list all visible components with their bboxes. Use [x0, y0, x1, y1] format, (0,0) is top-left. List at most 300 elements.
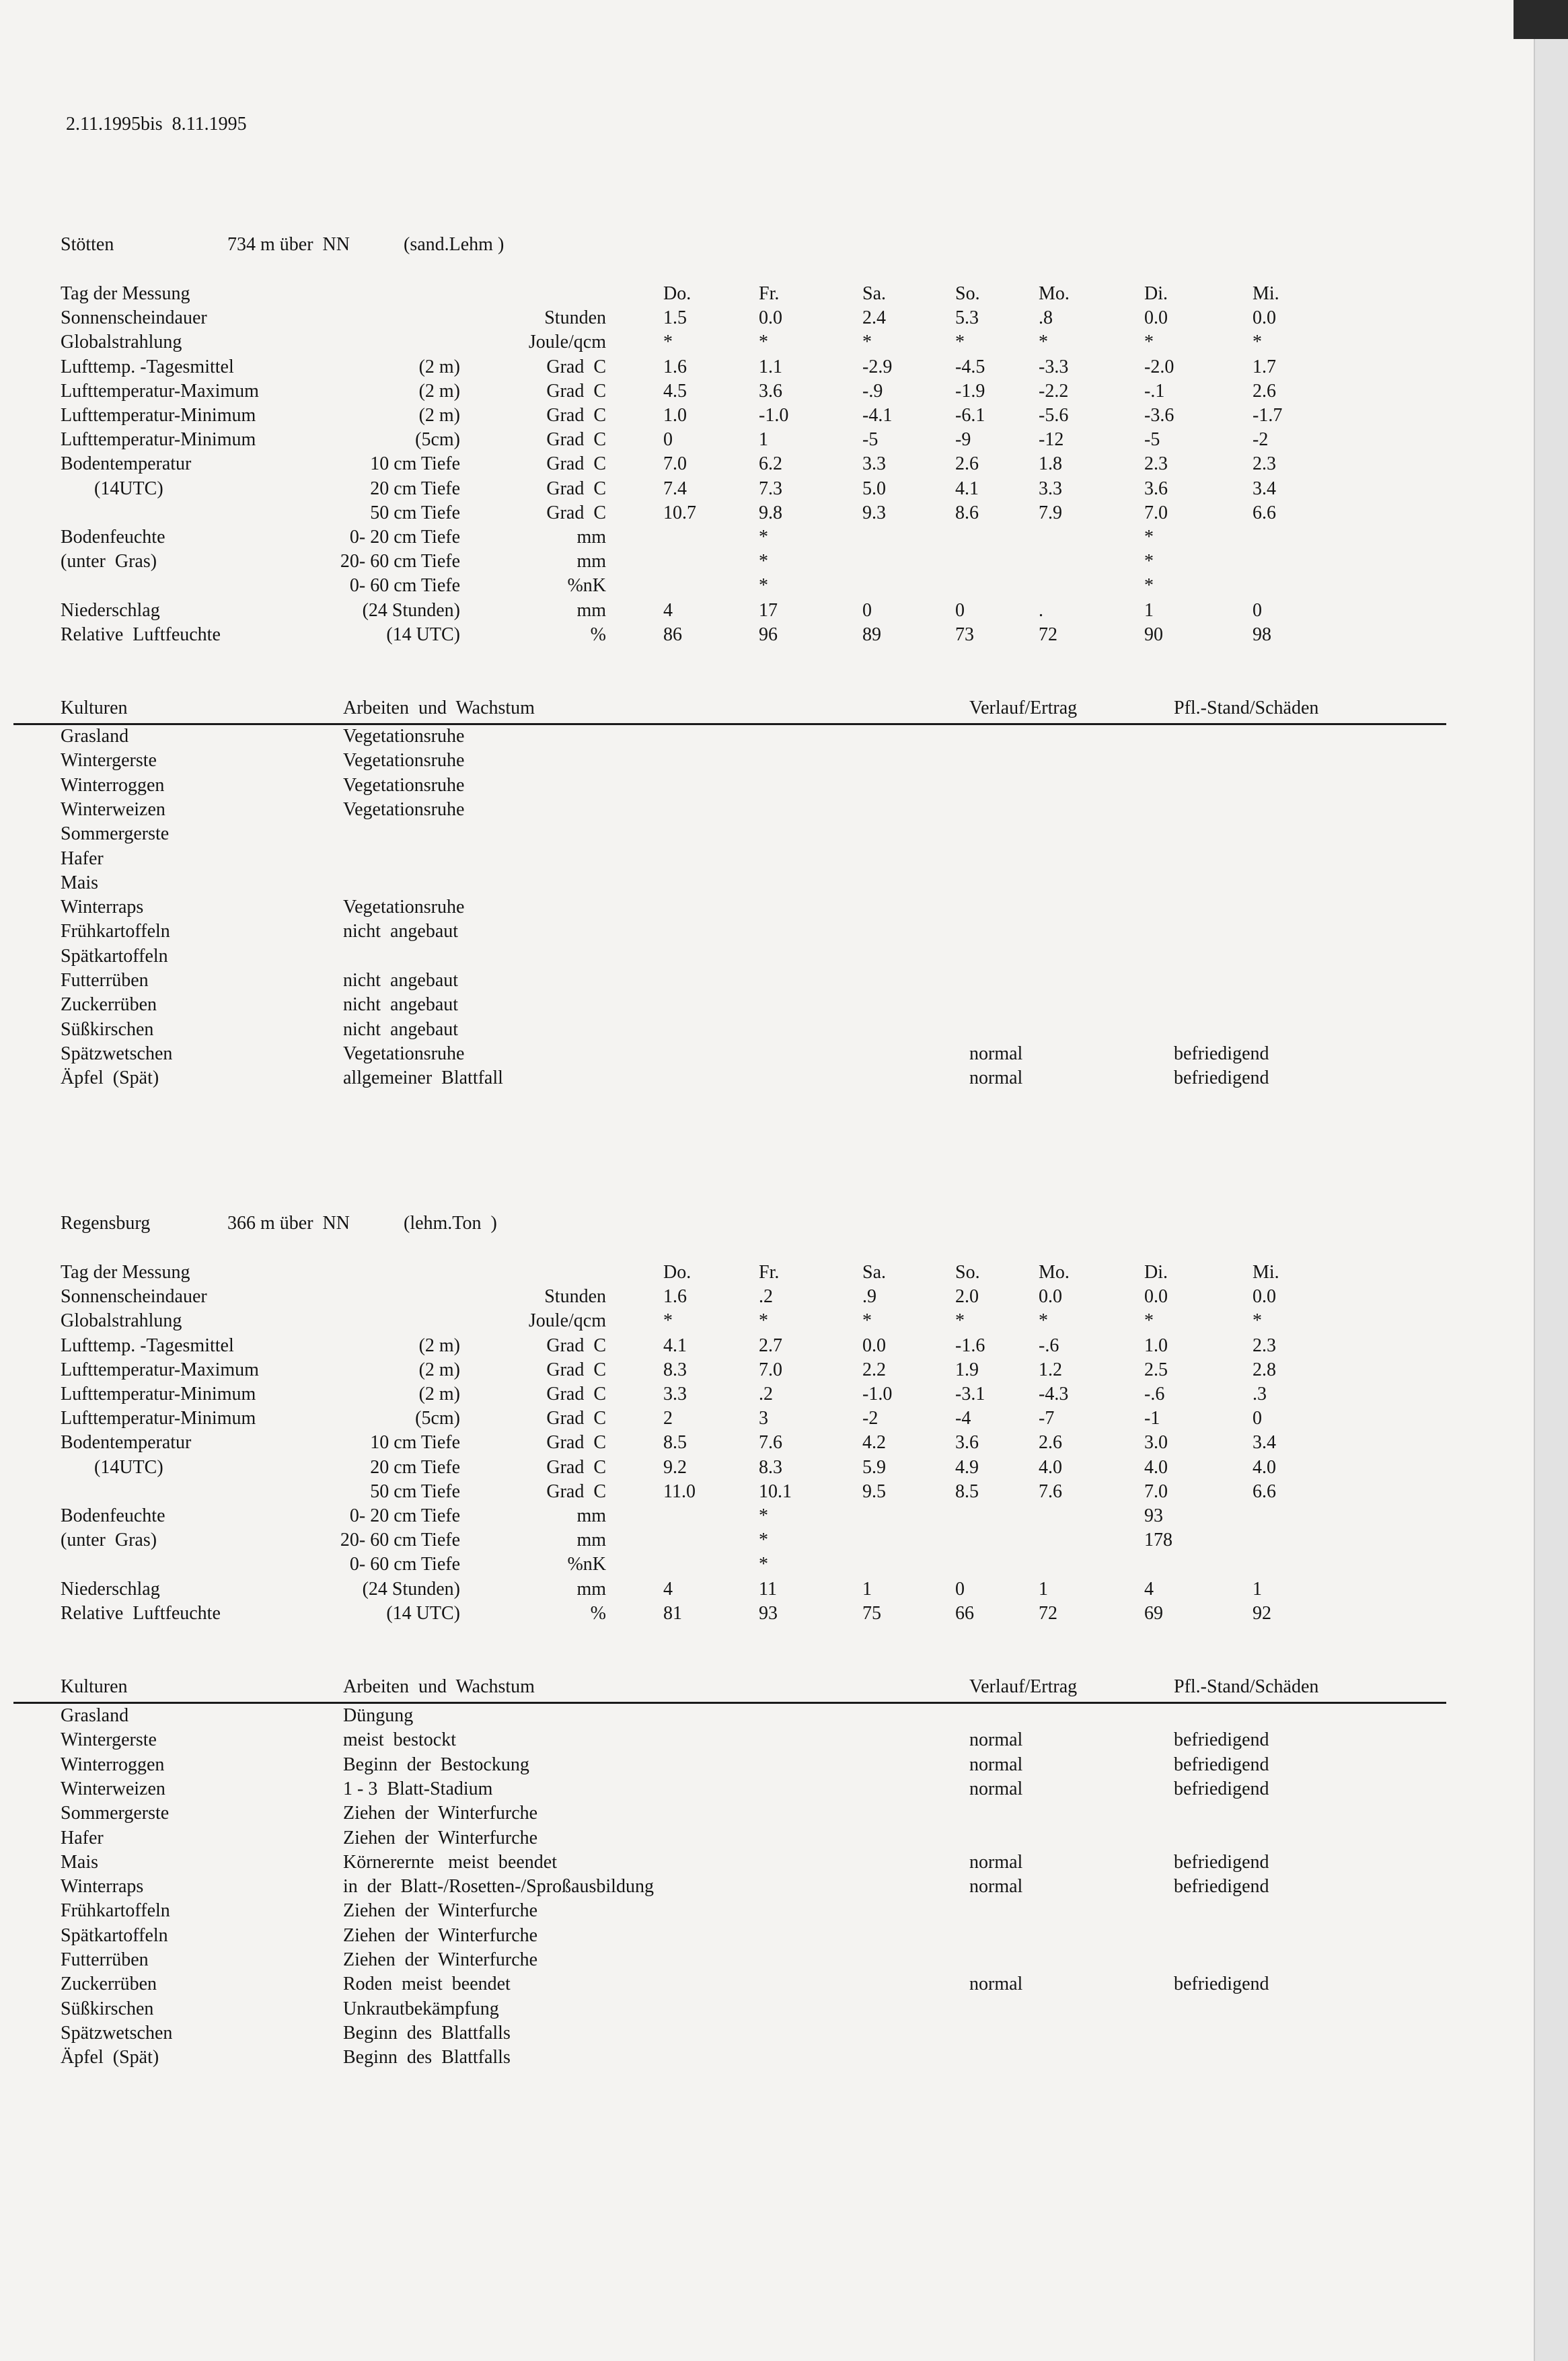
- crop-name: Spätzwetschen: [61, 1043, 173, 1064]
- measurement-unit: %: [590, 624, 606, 645]
- measurement-unit: Stunden: [544, 307, 606, 329]
- measurement-value: 6.6: [1253, 502, 1276, 523]
- measurement-label: Lufttemperatur-Minimum: [61, 429, 256, 451]
- measurement-value: 1: [759, 429, 768, 451]
- scan-corner: [1514, 0, 1568, 39]
- measurement-value: -.6: [1144, 1384, 1165, 1404]
- station-name: Regensburg: [61, 1213, 151, 1234]
- measurement-value: 7.0: [1144, 1481, 1168, 1502]
- measurement-qualifier: 20- 60 cm Tiefe: [340, 1530, 460, 1551]
- measurement-value: 4.9: [955, 1456, 979, 1478]
- crop-work: meist bestockt: [343, 1729, 456, 1751]
- measurement-value: 1.6: [663, 1286, 687, 1308]
- measurement-value: 7.3: [759, 478, 782, 499]
- measurement-value: 3.6: [1144, 478, 1168, 499]
- measurement-unit: Grad C: [546, 453, 606, 475]
- measurement-value: *: [1144, 527, 1154, 548]
- measurement-value: 7.4: [663, 478, 687, 499]
- crop-name: Mais: [61, 872, 98, 893]
- crop-work: Körnerernte meist beendet: [343, 1851, 557, 1873]
- measurement-value: 4.0: [1253, 1456, 1276, 1478]
- crop-stand: befriedigend: [1174, 1067, 1269, 1089]
- measurement-value: -5: [1144, 429, 1160, 451]
- day-header: Mi.: [1253, 283, 1279, 304]
- measurement-value: 1.2: [1039, 1359, 1062, 1380]
- crop-stand: befriedigend: [1174, 1754, 1269, 1775]
- measurement-value: 3.3: [1039, 478, 1062, 499]
- measurement-value: .8: [1039, 307, 1053, 329]
- crop-stand: befriedigend: [1174, 1778, 1269, 1799]
- measurement-unit: Grad C: [546, 380, 606, 402]
- crop-work: Beginn des Blattfalls: [343, 2047, 511, 2068]
- measurement-value: 93: [1144, 1505, 1163, 1526]
- crop-name: Süßkirschen: [61, 1998, 154, 2019]
- measurement-value: -1.0: [862, 1384, 893, 1404]
- crop-work: Beginn der Bestockung: [343, 1754, 529, 1775]
- measurement-label: (14UTC): [94, 478, 163, 499]
- measurement-value: -5.6: [1039, 405, 1069, 426]
- measurement-value: 2.6: [955, 453, 979, 475]
- day-header: So.: [955, 283, 980, 304]
- measurement-value: 0: [955, 1578, 965, 1600]
- measurement-unit: Joule/qcm: [528, 1310, 606, 1332]
- measurement-value: 1.5: [663, 307, 687, 329]
- measurement-qualifier: (2 m): [418, 405, 460, 426]
- measurement-value: 4: [1144, 1578, 1154, 1600]
- measurement-label: Niederschlag: [61, 599, 160, 621]
- crops-header-arbeiten: Arbeiten und Wachstum: [343, 1676, 535, 1697]
- measurement-value: .9: [862, 1286, 876, 1308]
- measurement-value: -1.9: [955, 380, 985, 402]
- crop-name: Futterrüben: [61, 970, 149, 991]
- measurement-value: *: [1253, 1310, 1262, 1332]
- measurement-value: 0.0: [1144, 1286, 1168, 1308]
- measurement-value: -1.0: [759, 405, 789, 426]
- scan-edge: [1535, 0, 1568, 2361]
- measurement-value: 11: [759, 1578, 777, 1600]
- measurement-value: *: [1144, 551, 1154, 572]
- measurement-value: 93: [759, 1602, 778, 1624]
- station-name: Stötten: [61, 234, 114, 255]
- measurement-qualifier: 20- 60 cm Tiefe: [340, 551, 460, 572]
- measurement-value: 5.0: [862, 478, 886, 499]
- measurement-unit: mm: [576, 599, 606, 621]
- crops-header-kulturen: Kulturen: [61, 1676, 128, 1697]
- measurement-qualifier: (2 m): [418, 380, 460, 402]
- measurement-value: 7.6: [1039, 1481, 1062, 1502]
- measurement-value: 178: [1144, 1530, 1172, 1551]
- measurement-unit: Grad C: [546, 1359, 606, 1380]
- measurement-value: 8.3: [663, 1359, 687, 1380]
- measurement-unit: Grad C: [546, 1335, 606, 1356]
- measurement-label: Lufttemp. -Tagesmittel: [61, 356, 234, 377]
- crop-name: Süßkirschen: [61, 1018, 154, 1040]
- crop-name: Zuckerrüben: [61, 994, 157, 1016]
- measurement-value: 1.9: [955, 1359, 979, 1380]
- crop-name: Futterrüben: [61, 1949, 149, 1970]
- crop-name: Frühkartoffeln: [61, 921, 170, 942]
- measurement-value: *: [663, 332, 673, 353]
- measurement-label: Lufttemperatur-Minimum: [61, 1384, 256, 1404]
- crop-name: Winterraps: [61, 1876, 144, 1898]
- measurement-value: .2: [759, 1384, 773, 1404]
- measurement-value: *: [759, 332, 768, 353]
- measurement-value: 10.1: [759, 1481, 792, 1502]
- measurement-value: 8.5: [663, 1432, 687, 1454]
- crops-header-rule: [13, 1702, 1446, 1704]
- measurement-value: *: [759, 1505, 768, 1526]
- crop-name: Sommergerste: [61, 1803, 170, 1824]
- measurement-value: 1.0: [1144, 1335, 1168, 1356]
- day-header: So.: [955, 1262, 980, 1283]
- crops-header-arbeiten: Arbeiten und Wachstum: [343, 698, 535, 718]
- measurement-qualifier: 10 cm Tiefe: [370, 1432, 460, 1454]
- measurement-value: 3.4: [1253, 478, 1276, 499]
- day-header: Do.: [663, 283, 692, 304]
- measurement-value: 0: [1253, 599, 1262, 621]
- period-header: 2.11.1995bis 8.11.1995: [66, 114, 247, 135]
- measurement-value: 0: [663, 429, 673, 451]
- crop-verlauf: normal: [969, 1754, 1023, 1775]
- measurement-qualifier: (24 Stunden): [362, 1578, 460, 1600]
- day-header: Mi.: [1253, 1262, 1279, 1283]
- crop-work: nicht angebaut: [343, 1018, 459, 1040]
- measurement-value: 2.0: [955, 1286, 979, 1308]
- crops-header-kulturen: Kulturen: [61, 698, 128, 718]
- measurement-value: -2.2: [1039, 380, 1069, 402]
- measurement-value: 4.2: [862, 1432, 886, 1454]
- measurement-value: .3: [1253, 1384, 1267, 1404]
- crop-verlauf: normal: [969, 1778, 1023, 1799]
- crop-name: Winterroggen: [61, 1754, 165, 1775]
- measurement-value: 1: [1039, 1578, 1048, 1600]
- measurement-value: 3.6: [955, 1432, 979, 1454]
- measurement-value: 7.0: [759, 1359, 782, 1380]
- measurement-unit: Grad C: [546, 1456, 606, 1478]
- measurement-value: 0: [862, 599, 872, 621]
- measurement-value: 86: [663, 624, 682, 645]
- measurement-value: 0.0: [1039, 1286, 1062, 1308]
- measurement-value: 1: [1144, 599, 1154, 621]
- measurement-value: 8.3: [759, 1456, 782, 1478]
- measurement-unit: Grad C: [546, 429, 606, 451]
- crop-name: Äpfel (Spät): [61, 2047, 159, 2068]
- measurement-value: 5.3: [955, 307, 979, 329]
- measurement-value: 4.0: [1039, 1456, 1062, 1478]
- measurement-value: 6.6: [1253, 1481, 1276, 1502]
- measurement-qualifier: (2 m): [418, 356, 460, 377]
- crop-work: Düngung: [343, 1705, 414, 1726]
- measurement-unit: mm: [576, 1578, 606, 1600]
- measurement-value: 6.2: [759, 453, 782, 475]
- measurement-label: Niederschlag: [61, 1578, 160, 1600]
- measurement-qualifier: (5cm): [415, 429, 460, 451]
- measurement-value: 2.3: [1253, 453, 1276, 475]
- crop-name: Frühkartoffeln: [61, 1900, 170, 1922]
- measurement-value: -5: [862, 429, 879, 451]
- measurement-value: -4.3: [1039, 1384, 1069, 1404]
- measurement-value: -.9: [862, 380, 883, 402]
- crop-work: Roden meist beendet: [343, 1974, 511, 1995]
- measurement-value: 89: [862, 624, 881, 645]
- crop-name: Äpfel (Spät): [61, 1067, 159, 1089]
- measurement-value: 3.6: [759, 380, 782, 402]
- crop-stand: befriedigend: [1174, 1876, 1269, 1898]
- measurement-value: 8.5: [955, 1481, 979, 1502]
- measurement-unit: Grad C: [546, 1384, 606, 1404]
- crop-work: Ziehen der Winterfurche: [343, 1803, 538, 1824]
- measurement-value: 66: [955, 1602, 974, 1624]
- measurement-label: Tag der Messung: [61, 1262, 190, 1283]
- measurement-value: 1: [862, 1578, 872, 1600]
- measurement-value: *: [1144, 1310, 1154, 1332]
- measurement-value: 2.6: [1039, 1432, 1062, 1454]
- crop-stand: befriedigend: [1174, 1729, 1269, 1751]
- measurement-unit: Grad C: [546, 1481, 606, 1502]
- measurement-value: 4: [663, 1578, 673, 1600]
- measurement-label: Bodentemperatur: [61, 453, 192, 475]
- crop-verlauf: normal: [969, 1043, 1023, 1064]
- measurement-value: 10.7: [663, 502, 696, 523]
- crop-stand: befriedigend: [1174, 1851, 1269, 1873]
- measurement-value: 1.0: [663, 405, 687, 426]
- measurement-value: -3.1: [955, 1384, 985, 1404]
- measurement-value: 7.0: [663, 453, 687, 475]
- measurement-value: 0.0: [1144, 307, 1168, 329]
- measurement-value: *: [862, 332, 872, 353]
- crop-work: Vegetationsruhe: [343, 798, 465, 820]
- crop-name: Wintergerste: [61, 1729, 157, 1751]
- measurement-unit: Grad C: [546, 1432, 606, 1454]
- crop-verlauf: normal: [969, 1851, 1023, 1873]
- measurement-unit: Grad C: [546, 478, 606, 499]
- measurement-unit: Joule/qcm: [528, 332, 606, 353]
- crop-work: nicht angebaut: [343, 994, 459, 1016]
- measurement-unit: Stunden: [544, 1286, 606, 1308]
- station-elevation: 366 m über NN: [227, 1213, 350, 1234]
- measurement-qualifier: 0- 20 cm Tiefe: [349, 527, 460, 548]
- crop-work: Ziehen der Winterfurche: [343, 1900, 538, 1922]
- measurement-value: 92: [1253, 1602, 1271, 1624]
- crop-work: nicht angebaut: [343, 921, 459, 942]
- crop-name: Mais: [61, 1851, 98, 1873]
- measurement-qualifier: (2 m): [418, 1359, 460, 1380]
- crop-work: nicht angebaut: [343, 970, 459, 991]
- crop-name: Spätkartoffeln: [61, 945, 168, 967]
- measurement-value: -1: [1144, 1408, 1160, 1429]
- measurement-qualifier: 20 cm Tiefe: [370, 1456, 460, 1478]
- day-header: Do.: [663, 1262, 692, 1283]
- measurement-value: 1: [1253, 1578, 1262, 1600]
- measurement-unit: %: [590, 1602, 606, 1624]
- crop-name: Hafer: [61, 848, 104, 869]
- measurement-value: 72: [1039, 1602, 1057, 1624]
- measurement-value: 2: [663, 1408, 673, 1429]
- measurement-label: Lufttemp. -Tagesmittel: [61, 1335, 234, 1356]
- crop-work: Unkrautbekämpfung: [343, 1998, 499, 2019]
- measurement-value: 2.3: [1253, 1335, 1276, 1356]
- measurement-value: 17: [759, 599, 778, 621]
- crop-work: allgemeiner Blattfall: [343, 1067, 503, 1089]
- measurement-value: 2.2: [862, 1359, 886, 1380]
- measurement-value: 4.0: [1144, 1456, 1168, 1478]
- day-header: Sa.: [862, 283, 886, 304]
- measurement-value: 11.0: [663, 1481, 696, 1502]
- measurement-value: 0.0: [862, 1335, 886, 1356]
- measurement-value: 72: [1039, 624, 1057, 645]
- crop-verlauf: normal: [969, 1876, 1023, 1898]
- measurement-value: *: [759, 551, 768, 572]
- measurement-value: 2.8: [1253, 1359, 1276, 1380]
- measurement-label: Lufttemperatur-Maximum: [61, 1359, 259, 1380]
- measurement-value: -1.6: [955, 1335, 985, 1356]
- measurement-value: 4.5: [663, 380, 687, 402]
- measurement-value: 9.3: [862, 502, 886, 523]
- crops-header-rule: [13, 723, 1446, 725]
- measurement-value: 75: [862, 1602, 881, 1624]
- measurement-label: Lufttemperatur-Maximum: [61, 380, 259, 402]
- measurement-value: 7.9: [1039, 502, 1062, 523]
- crop-name: Grasland: [61, 726, 129, 747]
- measurement-label: Globalstrahlung: [61, 1310, 182, 1332]
- measurement-value: -3.3: [1039, 356, 1069, 377]
- measurement-value: -1.7: [1253, 405, 1283, 426]
- crop-work: Ziehen der Winterfurche: [343, 1949, 538, 1970]
- measurement-label: Bodenfeuchte: [61, 527, 165, 548]
- measurement-qualifier: (2 m): [418, 1384, 460, 1404]
- crop-work: Ziehen der Winterfurche: [343, 1827, 538, 1848]
- measurement-unit: Grad C: [546, 356, 606, 377]
- measurement-value: 1.7: [1253, 356, 1276, 377]
- measurement-value: 3: [759, 1408, 768, 1429]
- measurement-unit: Grad C: [546, 405, 606, 426]
- measurement-value: -7: [1039, 1408, 1055, 1429]
- measurement-label: Sonnenscheindauer: [61, 1286, 207, 1308]
- measurement-qualifier: 20 cm Tiefe: [370, 478, 460, 499]
- measurement-value: 2.5: [1144, 1359, 1168, 1380]
- measurement-value: -12: [1039, 429, 1064, 451]
- measurement-qualifier: 50 cm Tiefe: [370, 502, 460, 523]
- measurement-unit: %nK: [567, 575, 606, 597]
- measurement-unit: Grad C: [546, 502, 606, 523]
- day-header: Fr.: [759, 283, 780, 304]
- measurement-label: (unter Gras): [61, 1530, 157, 1551]
- measurement-value: 4.1: [955, 478, 979, 499]
- measurement-value: *: [759, 1310, 768, 1332]
- measurement-label: Lufttemperatur-Minimum: [61, 1408, 256, 1429]
- crop-name: Wintergerste: [61, 750, 157, 772]
- crop-name: Spätkartoffeln: [61, 1924, 168, 1946]
- measurement-value: 4: [663, 599, 673, 621]
- measurement-value: 2.3: [1144, 453, 1168, 475]
- measurement-qualifier: 50 cm Tiefe: [370, 1481, 460, 1502]
- measurement-value: *: [663, 1310, 673, 1332]
- measurement-value: 3.3: [862, 453, 886, 475]
- measurement-label: Tag der Messung: [61, 283, 190, 304]
- measurement-value: -9: [955, 429, 971, 451]
- measurement-value: *: [759, 575, 768, 597]
- crop-name: Spätzwetschen: [61, 2022, 173, 2044]
- measurement-value: *: [955, 1310, 965, 1332]
- station-soil: (sand.Lehm ): [404, 234, 505, 255]
- measurement-value: 7.6: [759, 1432, 782, 1454]
- measurement-unit: %nK: [567, 1554, 606, 1575]
- measurement-value: 96: [759, 624, 778, 645]
- measurement-value: 5.9: [862, 1456, 886, 1478]
- crop-verlauf: normal: [969, 1729, 1023, 1751]
- measurement-value: *: [1144, 575, 1154, 597]
- station-elevation: 734 m über NN: [227, 234, 350, 255]
- measurement-qualifier: (2 m): [418, 1335, 460, 1356]
- measurement-value: -.1: [1144, 380, 1165, 402]
- measurement-value: 1.8: [1039, 453, 1062, 475]
- measurement-value: 0.0: [1253, 307, 1276, 329]
- crop-work: Vegetationsruhe: [343, 750, 465, 772]
- measurement-value: 4.1: [663, 1335, 687, 1356]
- measurement-value: 8.6: [955, 502, 979, 523]
- crop-work: 1 - 3 Blatt-Stadium: [343, 1778, 493, 1799]
- measurement-qualifier: 0- 60 cm Tiefe: [349, 575, 460, 597]
- measurement-value: 0: [1253, 1408, 1262, 1429]
- measurement-label: Globalstrahlung: [61, 332, 182, 353]
- measurement-value: -4: [955, 1408, 971, 1429]
- measurement-value: 1.1: [759, 356, 782, 377]
- measurement-unit: mm: [576, 551, 606, 572]
- crop-work: Vegetationsruhe: [343, 774, 465, 796]
- measurement-value: -4.1: [862, 405, 893, 426]
- measurement-value: 1.6: [663, 356, 687, 377]
- crop-verlauf: normal: [969, 1974, 1023, 1995]
- measurement-value: 3.4: [1253, 1432, 1276, 1454]
- measurement-label: Lufttemperatur-Minimum: [61, 405, 256, 426]
- measurement-value: *: [1039, 1310, 1048, 1332]
- crop-stand: befriedigend: [1174, 1974, 1269, 1995]
- measurement-value: 2.6: [1253, 380, 1276, 402]
- measurement-label: Bodentemperatur: [61, 1432, 192, 1454]
- measurement-value: .: [1039, 599, 1043, 621]
- measurement-qualifier: 10 cm Tiefe: [370, 453, 460, 475]
- measurement-value: *: [1144, 332, 1154, 353]
- day-header: Di.: [1144, 283, 1168, 304]
- day-header: Sa.: [862, 1262, 886, 1283]
- measurement-value: *: [1039, 332, 1048, 353]
- measurement-value: 98: [1253, 624, 1271, 645]
- day-header: Di.: [1144, 1262, 1168, 1283]
- crops-header-stand: Pfl.-Stand/Schäden: [1174, 1676, 1319, 1697]
- measurement-value: -2.9: [862, 356, 893, 377]
- crop-name: Grasland: [61, 1705, 129, 1726]
- day-header: Fr.: [759, 1262, 780, 1283]
- measurement-value: 2.7: [759, 1335, 782, 1356]
- measurement-value: -.6: [1039, 1335, 1059, 1356]
- crop-name: Winterraps: [61, 897, 144, 918]
- measurement-value: *: [759, 1530, 768, 1551]
- measurement-value: .2: [759, 1286, 773, 1308]
- measurement-value: *: [1253, 332, 1262, 353]
- measurement-value: 2.4: [862, 307, 886, 329]
- measurement-value: 69: [1144, 1602, 1163, 1624]
- crop-name: Zuckerrüben: [61, 1974, 157, 1995]
- measurement-value: 0.0: [759, 307, 782, 329]
- measurement-value: 7.0: [1144, 502, 1168, 523]
- measurement-value: -2: [862, 1408, 879, 1429]
- day-header: Mo.: [1039, 1262, 1070, 1283]
- measurement-value: -6.1: [955, 405, 985, 426]
- measurement-value: -3.6: [1144, 405, 1174, 426]
- crop-work: Vegetationsruhe: [343, 726, 465, 747]
- measurement-unit: mm: [576, 1505, 606, 1526]
- crop-verlauf: normal: [969, 1067, 1023, 1089]
